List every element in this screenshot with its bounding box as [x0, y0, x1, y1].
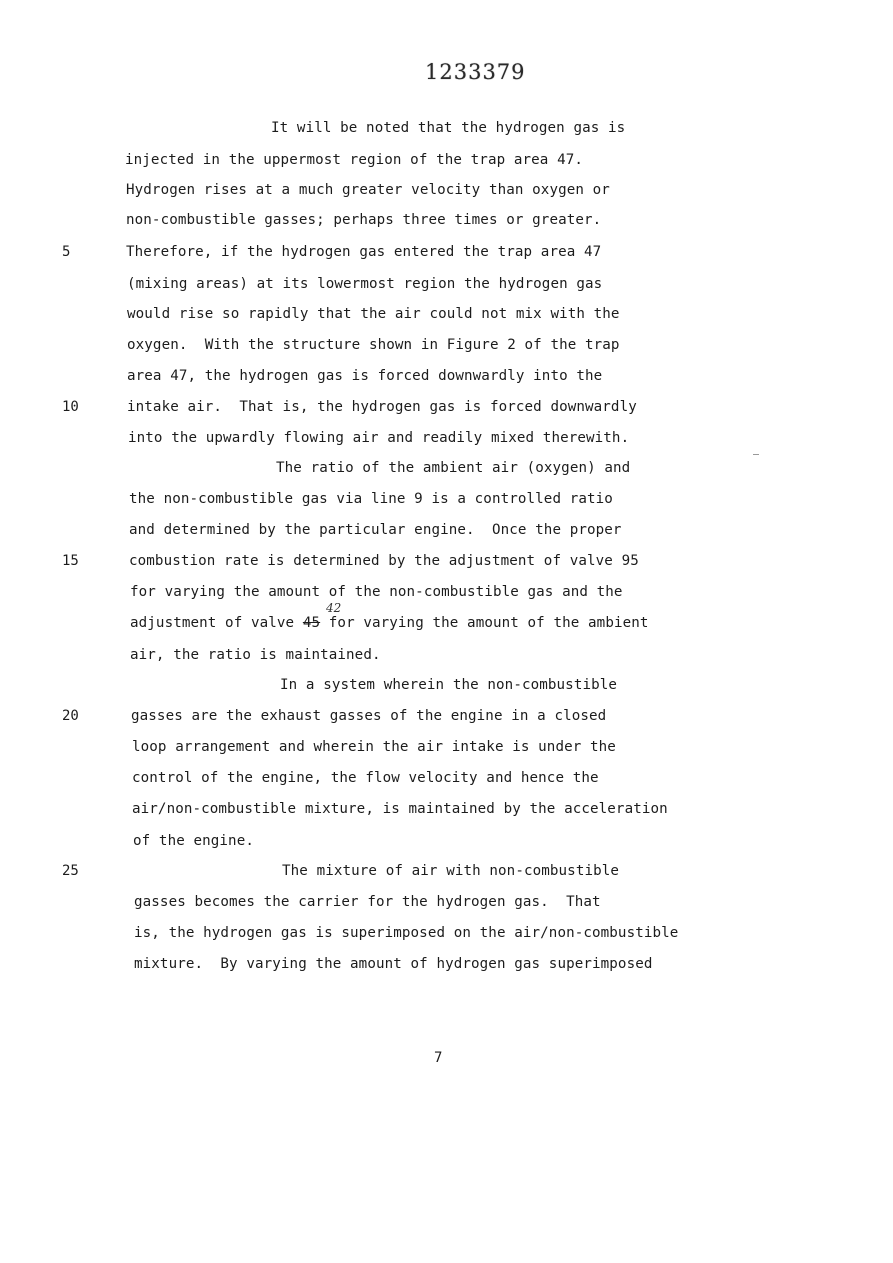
text-line: The ratio of the ambient air (oxygen) and: [276, 460, 631, 476]
struck-value: 45: [302, 615, 321, 631]
text-segment: for varying the amount of the ambient: [320, 615, 649, 631]
page-number: 7: [434, 1050, 443, 1066]
text-line: would rise so rapidly that the air could not mix with the: [127, 306, 620, 322]
text-line: and determined by the particular engine. Once the proper: [129, 522, 622, 538]
text-line: into the upwardly flowing air and readily mixed therewith.: [128, 430, 630, 446]
text-line: gasses are the exhaust gasses of the engine in a closed: [131, 708, 607, 724]
text-line: It will be noted that the hydrogen gas is: [271, 120, 626, 136]
text-segment: adjustment of valve: [130, 615, 303, 631]
text-line: for varying the amount of the non-combustible gas and the: [130, 584, 623, 600]
margin-line-number: 25: [62, 863, 79, 879]
document-number: 1233379: [425, 60, 526, 84]
text-line: non-combustible gasses; perhaps three times or greater.: [126, 212, 602, 228]
text-line: In a system wherein the non-combustible: [280, 677, 618, 693]
margin-line-number: 20: [62, 708, 79, 724]
text-line: is, the hydrogen gas is superimposed on the air/non-combustible: [134, 925, 679, 941]
margin-line-number: 5: [62, 244, 71, 260]
handwritten-correction: 42: [326, 601, 342, 615]
text-line: mixture. By varying the amount of hydrogen gas superimposed: [134, 956, 653, 972]
text-line: of the engine.: [133, 833, 254, 849]
margin-line-number: 15: [62, 553, 79, 569]
text-line: gasses becomes the carrier for the hydrogen gas. That: [134, 894, 601, 910]
text-line: air, the ratio is maintained.: [130, 647, 381, 663]
text-line: area 47, the hydrogen gas is forced downwardly into the: [127, 368, 603, 384]
text-line-with-correction: [130, 614, 649, 632]
text-line: intake air. That is, the hydrogen gas is forced downwardly: [127, 399, 637, 415]
text-line: Hydrogen rises at a much greater velocity than oxygen or: [126, 182, 610, 198]
text-line: the non-combustible gas via line 9 is a controlled ratio: [129, 491, 613, 507]
text-line: oxygen. With the structure shown in Figure 2 of the trap: [127, 337, 620, 353]
text-line: air/non-combustible mixture, is maintained by the acceleration: [132, 801, 668, 817]
text-line: loop arrangement and wherein the air intake is under the: [132, 739, 616, 755]
scan-speck: [753, 454, 759, 455]
text-line: combustion rate is determined by the adjustment of valve 95: [129, 553, 639, 569]
text-line: (mixing areas) at its lowermost region the hydrogen gas: [127, 276, 603, 292]
text-line: injected in the uppermost region of the trap area 47.: [125, 152, 584, 168]
text-line: Therefore, if the hydrogen gas entered the trap area 47: [126, 244, 602, 260]
text-line: control of the engine, the flow velocity and hence the: [132, 770, 599, 786]
margin-line-number: 10: [62, 399, 79, 415]
text-line: The mixture of air with non-combustible: [282, 863, 620, 879]
